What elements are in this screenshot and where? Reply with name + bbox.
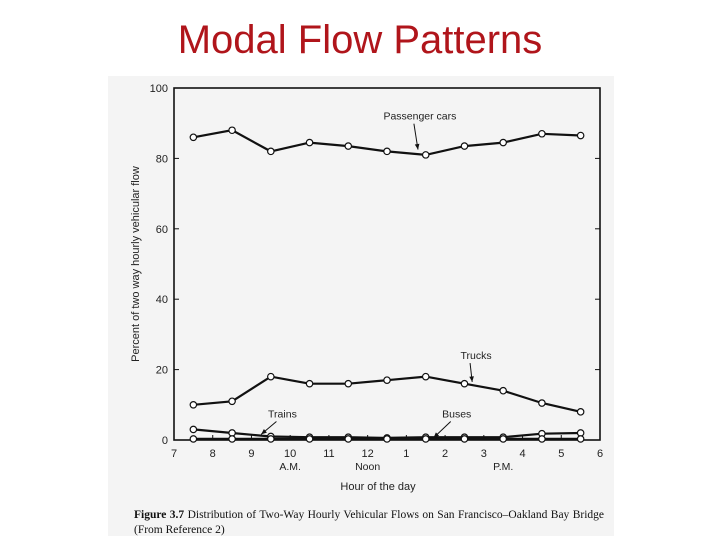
caption-text: Distribution of Two-Way Hourly Vehicular Flows on San Francisco–Oakland Bay Bridge (From Reference 2) [134,509,604,536]
x-tick-label: 2 [442,448,449,460]
x-sub-label: P.M. [493,461,514,473]
y-tick-label: 40 [155,294,168,307]
flow-chart [108,76,614,506]
x-tick-label: 8 [209,448,216,460]
y-tick-label: 100 [149,83,168,95]
y-axis-label: Percent of two way hourly vehicular flow [130,166,142,362]
data-point-passenger-cars [229,127,235,133]
y-tick-label: 80 [155,153,168,166]
caption-number: Figure 3.7 [134,509,185,521]
data-point-trucks [268,373,274,379]
x-tick-label: 11 [323,448,335,460]
y-tick-label: 0 [161,435,168,447]
data-point-buses [539,436,545,442]
arrowhead [415,144,420,150]
data-point-trucks [306,380,312,386]
x-tick-label: 3 [480,448,487,460]
x-tick-label: 1 [403,448,410,460]
data-point-trucks [500,388,506,394]
x-tick-label: 7 [170,448,178,460]
data-point-buses [500,436,506,442]
x-tick-label: 4 [519,448,526,460]
series-label-trucks: Trucks [460,350,492,363]
series-trucks [190,373,584,415]
data-point-buses [306,436,312,442]
data-point-buses [461,436,467,442]
series-passenger-cars [190,127,584,158]
data-point-buses [345,436,351,442]
data-point-passenger-cars [423,152,429,158]
data-point-trucks [539,400,545,406]
data-point-trucks [190,402,196,408]
data-point-passenger-cars [539,131,545,137]
plot-frame [174,88,600,440]
data-point-passenger-cars [577,132,583,138]
data-point-buses [190,436,196,442]
data-point-passenger-cars [190,134,196,140]
data-point-passenger-cars [500,139,506,145]
data-point-buses [577,436,583,442]
data-point-buses [423,436,429,442]
data-point-trucks [345,380,351,386]
data-point-trucks [229,398,235,404]
data-point-buses [268,436,274,442]
annotations [261,111,491,438]
x-sub-label: Noon [355,461,381,473]
y-axis-ticks [150,83,600,447]
data-point-trucks [384,377,390,383]
data-point-buses [229,436,235,442]
data-point-passenger-cars [461,143,467,149]
data-point-buses [384,436,390,442]
data-point-trucks [577,409,583,415]
series-layer [190,127,584,442]
slide-title: Modal Flow Patterns [177,18,543,62]
y-tick-label: 60 [155,223,168,236]
x-sub-label: A.M. [279,461,301,473]
x-tick-label: 9 [248,448,255,460]
x-tick-label: 6 [596,448,604,460]
x-tick-label: 12 [361,448,374,460]
series-label-buses: Buses [442,408,472,421]
x-tick-label: 10 [284,448,297,460]
y-tick-label: 20 [155,364,168,377]
data-point-passenger-cars [345,143,351,149]
series-label-trains: Trains [268,408,297,421]
data-point-trains [190,426,196,432]
x-tick-label: 5 [558,448,565,460]
data-point-passenger-cars [268,148,274,154]
series-label-passenger-cars: Passenger cars [383,110,457,123]
data-point-passenger-cars [384,148,390,154]
arrowhead [469,376,474,382]
data-point-trucks [423,373,429,379]
figure-caption [134,508,604,538]
data-point-passenger-cars [306,139,312,145]
data-point-trucks [461,380,467,386]
series-buses [190,436,584,442]
x-axis-label: Hour of the day [340,481,416,493]
